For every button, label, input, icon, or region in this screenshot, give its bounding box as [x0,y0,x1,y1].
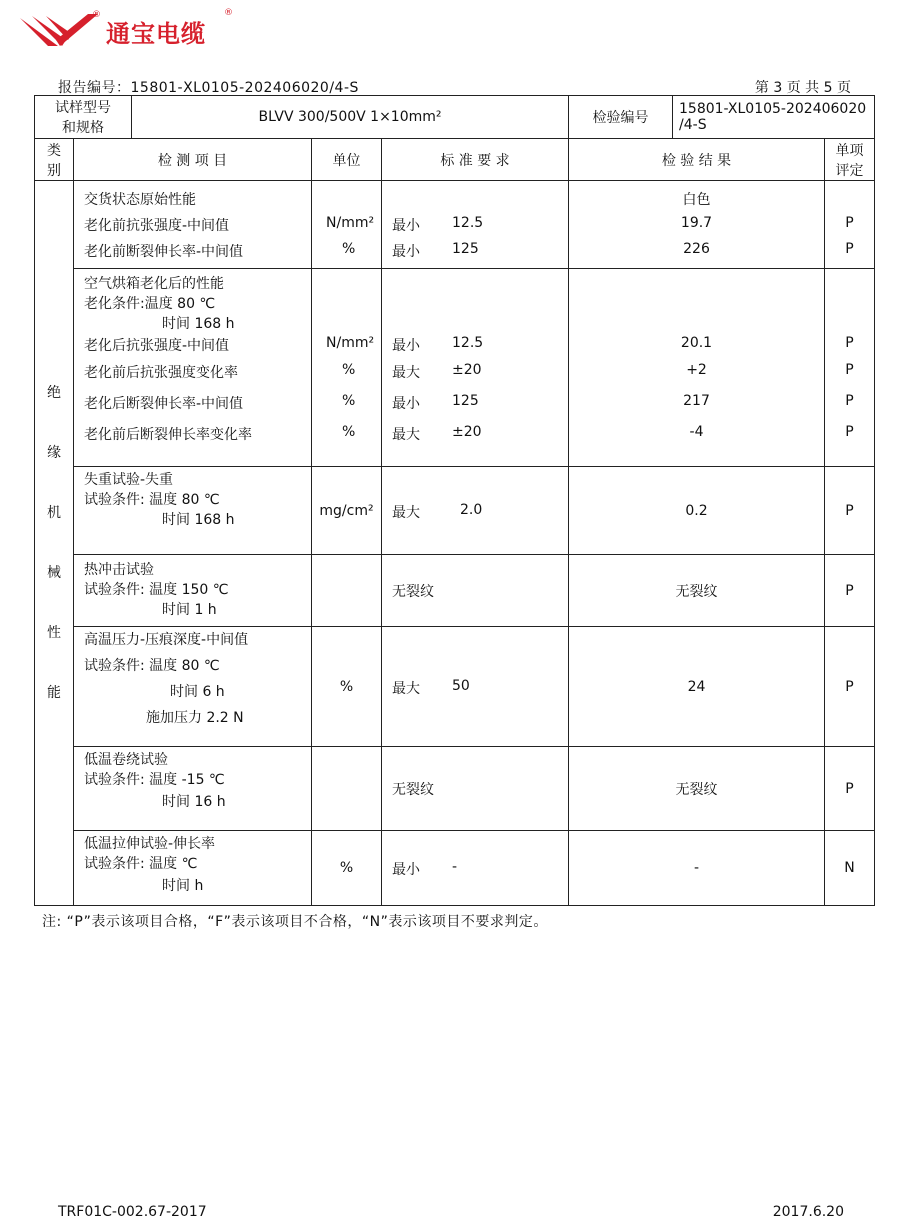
logo-mark-icon [18,10,102,48]
test-report-table [34,95,875,906]
company-name: 通宝电缆 [106,20,206,48]
category-cell: 绝 缘 机 械 性 能 [35,181,74,906]
test-number-label: 检验编号 [569,96,673,139]
table-row: 热冲击试验 试验条件: 温度 150 ℃ 时间 1 h 无裂纹 无裂纹 P [35,555,875,627]
table-row: 空气烘箱老化后的性能 老化条件:温度 80 ℃ 时间 168 h 老化后抗张强度-中间值 老化前后抗张强度变化率 老化后断裂伸长率-中间值 老化前后断裂伸长率变化率 N/mm² % % % 最小 12.5 最大 ±20 最小 125 最大 ±20 20.1 +2 217 -4 P P P P [35,269,875,467]
column-header-row [35,139,875,181]
sample-row [35,96,875,139]
report-number: 报告编号：15801-XL0105-202406020/4-S [58,80,359,96]
registered-mark-2: ® [224,8,233,18]
table-row: 高温压力-压痕深度-中间值 试验条件: 温度 80 ℃ 时间 6 h 施加压力 2.2 N % 最大 50 24 P [35,627,875,747]
table-row: 绝 缘 机 械 性 能 交货状态原始性能 老化前抗张强度-中间值 老化前断裂伸长率-中间值 N/mm² % 最小 12.5 最小 125 白色 19.7 226 P P [35,181,875,269]
form-number: TRF01C-002.67-2017 [58,1204,207,1220]
col-unit: 单位 [312,139,382,181]
page-indicator: 第 3 页 共 5 页 [754,80,851,96]
form-date: 2017.6.20 [772,1204,844,1220]
col-requirement: 标 准 要 求 [382,139,569,181]
registered-mark: ® [92,10,101,20]
col-category: 类 别 [35,139,74,181]
col-result: 检 验 结 果 [569,139,825,181]
test-number-value: 15801-XL0105-202406020 /4-S [673,96,875,139]
company-logo [18,10,248,50]
sample-label: 试样型号 和规格 [35,96,132,139]
sample-value: BLVV 300/500V 1×10mm² [132,96,569,139]
table-row: 低温拉伸试验-伸长率 试验条件: 温度 ℃ 时间 h % 最小 - - N [35,831,875,906]
note-text: 注: “P”表示该项目合格，“F”表示该项目不合格，“N”表示该项目不要求判定。 [42,914,548,930]
table-row: 低温卷绕试验 试验条件: 温度 -15 ℃ 时间 16 h 无裂纹 无裂纹 P [35,747,875,831]
col-evaluation: 单项 评定 [825,139,875,181]
table-row: 失重试验-失重 试验条件: 温度 80 ℃ 时间 168 h mg/cm² 最大 2.0 0.2 P [35,467,875,555]
col-item: 检 测 项 目 [74,139,312,181]
